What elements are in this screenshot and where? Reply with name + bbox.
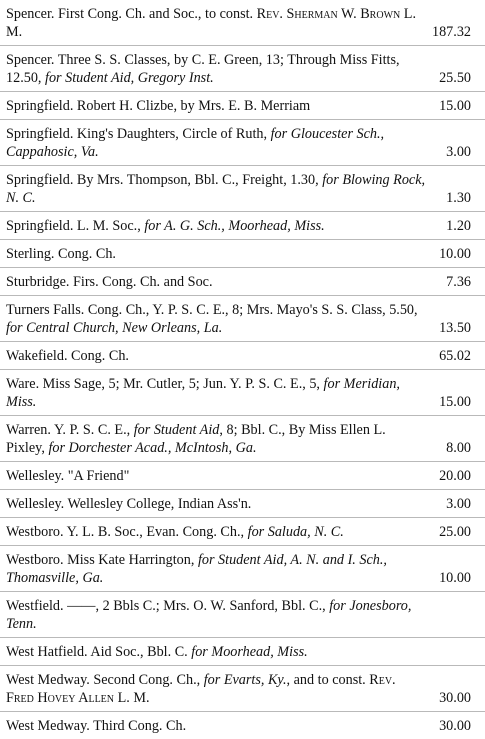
donor-text: Westfield. ——, 2 Bbls C.; Mrs. O. W. Sanford, Bbl. C., [6,598,330,614]
ledger-entry [0,490,485,518]
ledger-entry [0,342,485,370]
entry-amount: 25.50 [439,70,471,86]
entry-description [6,671,427,707]
donor-text: Springfield. Robert H. Clizbe, by Mrs. E. B. Merriam [6,98,311,114]
entry-description [6,717,427,735]
entry-description [6,217,427,235]
donor-text: Sterling. Cong. Ch. [6,246,116,262]
ledger-entry [0,638,485,666]
entry-amount: 13.50 [439,320,471,336]
entry-amount: 30.00 [439,718,471,734]
ledger-entry [0,92,485,120]
entry-description [6,125,427,161]
entry-amount: 3.00 [446,496,471,512]
donor-text: Westboro. Miss Kate Harrington, [6,552,198,568]
entry-amount: 1.20 [446,218,471,234]
entry-amount: 25.00 [439,524,471,540]
donor-text: West Medway. Third Cong. Ch. [6,718,187,734]
designation-text: for Meridian, Miss. [6,376,400,410]
donor-text: Springfield. By Mrs. Thompson, Bbl. C., Freight, 1.30, [6,172,323,188]
entry-amount: 30.00 [439,690,471,706]
entry-amount: 65.02 [439,348,471,364]
ledger-entry [0,370,485,416]
ledger-entry [0,546,485,592]
donor-text: Spencer. Three S. S. Classes, by C. E. Green, 13; Through Miss Fitts, 12.50, [6,52,400,86]
donor-text: West Hatfield. Aid Soc., Bbl. C. [6,644,192,660]
donor-text: Turners Falls. Cong. Ch., Y. P. S. C. E., 8; Mrs. Mayo's S. S. Class, 5.50, [6,302,418,318]
ledger-entry [0,212,485,240]
entry-amount: 15.00 [439,98,471,114]
entry-description [6,375,427,411]
entry-amount: 8.00 [446,440,471,456]
entry-description [6,495,427,513]
donor-text: , 8; Bbl. C., By Miss Ellen L. Pixley, [6,422,386,456]
donor-text: Wellesley. "A Friend" [6,468,130,484]
designation-text: for Dorchester Acad., McIntosh, Ga. [48,440,257,456]
designation-text: for A. G. Sch., Moorhead, Miss. [144,218,325,234]
life-member-name: Rev. Sherman W. Brown [256,6,401,22]
designation-text: for Saluda, N. C. [247,524,344,540]
donor-text: Springfield. King's Daughters, Circle of Ruth, [6,126,271,142]
designation-text: for Blowing Rock, N. C. [6,172,426,206]
donor-text: Spencer. First Cong. Ch. and Soc., to const. [6,6,257,22]
designation-text: for Student Aid, Gregory Inst. [45,70,214,86]
donor-text: West Medway. Second Cong. Ch., [6,672,204,688]
entry-description [6,467,427,485]
entry-description [6,551,427,587]
donor-text: L. M. [6,6,417,40]
ledger-entry [0,166,485,212]
ledger-entry [0,462,485,490]
designation-text: for Student Aid [133,422,220,438]
ledger-entry [0,240,485,268]
donor-text: Springfield. L. M. Soc., [6,218,145,234]
ledger-entry [0,296,485,342]
ledger-entry [0,592,485,638]
donor-text: Wakefield. Cong. Ch. [6,348,129,364]
entry-description [6,51,427,87]
donor-text: Ware. Miss Sage, 5; Mr. Cutler, 5; Jun. Y. P. S. C. E., 5, [6,376,324,392]
designation-text: for Evarts, Ky. [203,672,287,688]
designation-text: for Moorhead, Miss. [191,644,308,660]
entry-amount: 187.32 [431,24,471,40]
entry-amount: 1.30 [446,190,471,206]
entry-description [6,245,427,263]
entry-amount: 15.00 [439,394,471,410]
entry-description [6,347,427,365]
entry-amount: 10.00 [439,570,471,586]
ledger-entry [0,666,485,712]
designation-text: for Student Aid, A. N. and I. Sch., Thomasville, Ga. [6,552,387,586]
entry-description [6,171,427,207]
entry-description [6,5,427,41]
entry-description [6,523,427,541]
ledger-entry [0,46,485,92]
ledger-entry [0,518,485,546]
entry-description [6,97,427,115]
designation-text: for Gloucester Sch., Cappahosic, Va. [6,126,385,160]
entry-amount: 20.00 [439,468,471,484]
designation-text: for Jonesboro, Tenn. [6,598,412,632]
donor-text: Warren. Y. P. S. C. E., [6,422,134,438]
entry-amount: 7.36 [446,274,471,290]
designation-text: for Central Church, New Orleans, La. [6,320,223,336]
donor-text: Sturbridge. Firs. Cong. Ch. and Soc. [6,274,213,290]
entry-amount: 3.00 [446,144,471,160]
donor-text: Westboro. Y. L. B. Soc., Evan. Cong. Ch., [6,524,248,540]
ledger-entry [0,416,485,462]
life-member-name: Rev. Fred Hovey Allen [6,672,396,706]
entry-description [6,597,427,633]
entry-description [6,643,427,661]
ledger-entry [0,0,485,46]
donor-text: Wellesley. Wellesley College, Indian Ass'n. [6,496,252,512]
ledger-entry [0,268,485,296]
ledger-entry [0,120,485,166]
donor-text: L. M. [114,690,150,706]
entry-description [6,301,427,337]
donor-text: , and to const. [286,672,370,688]
entry-description [6,421,427,457]
entry-description [6,273,427,291]
entry-amount: 10.00 [439,246,471,262]
